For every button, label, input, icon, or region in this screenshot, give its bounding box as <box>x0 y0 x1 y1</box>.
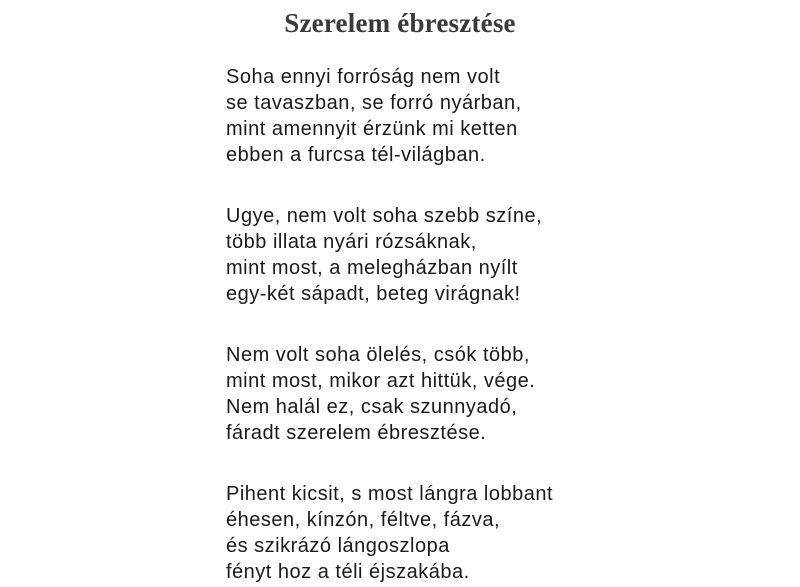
stanza <box>226 203 766 307</box>
poem-line: mint amennyit érzünk mi ketten <box>226 118 518 140</box>
poem-line: fáradt szerelem ébresztése. <box>226 422 487 444</box>
poem-line: egy-két sápadt, beteg virágnak! <box>226 283 521 305</box>
poem-line: ebben a furcsa tél-világban. <box>226 144 486 166</box>
poem-line: Nem volt soha ölelés, csók több, <box>226 344 530 366</box>
stanza <box>226 481 766 585</box>
poem-line: éhesen, kínzón, féltve, fázva, <box>226 509 501 531</box>
stanza <box>226 64 766 168</box>
poem-line: mint most, a melegházban nyílt <box>226 257 518 279</box>
poem-body <box>226 64 766 585</box>
poem-line: Soha ennyi forróság nem volt <box>226 66 501 88</box>
poem-line: se tavaszban, se forró nyárban, <box>226 92 522 114</box>
poem-line: és szikrázó lángoszlopa <box>226 535 450 557</box>
stanza <box>226 342 766 446</box>
poem-line: mint most, mikor azt hittük, vége. <box>226 370 536 392</box>
poem-title: Szerelem ébresztése <box>284 8 516 38</box>
poem-line: fényt hoz a téli éjszakába. <box>226 561 470 583</box>
poem-line: Pihent kicsit, s most lángra lobbant <box>226 483 554 505</box>
poem-line: Ugye, nem volt soha szebb színe, <box>226 205 543 227</box>
poem-line: Nem halál ez, csak szunnyadó, <box>226 396 518 418</box>
poem-line: több illata nyári rózsáknak, <box>226 231 477 253</box>
